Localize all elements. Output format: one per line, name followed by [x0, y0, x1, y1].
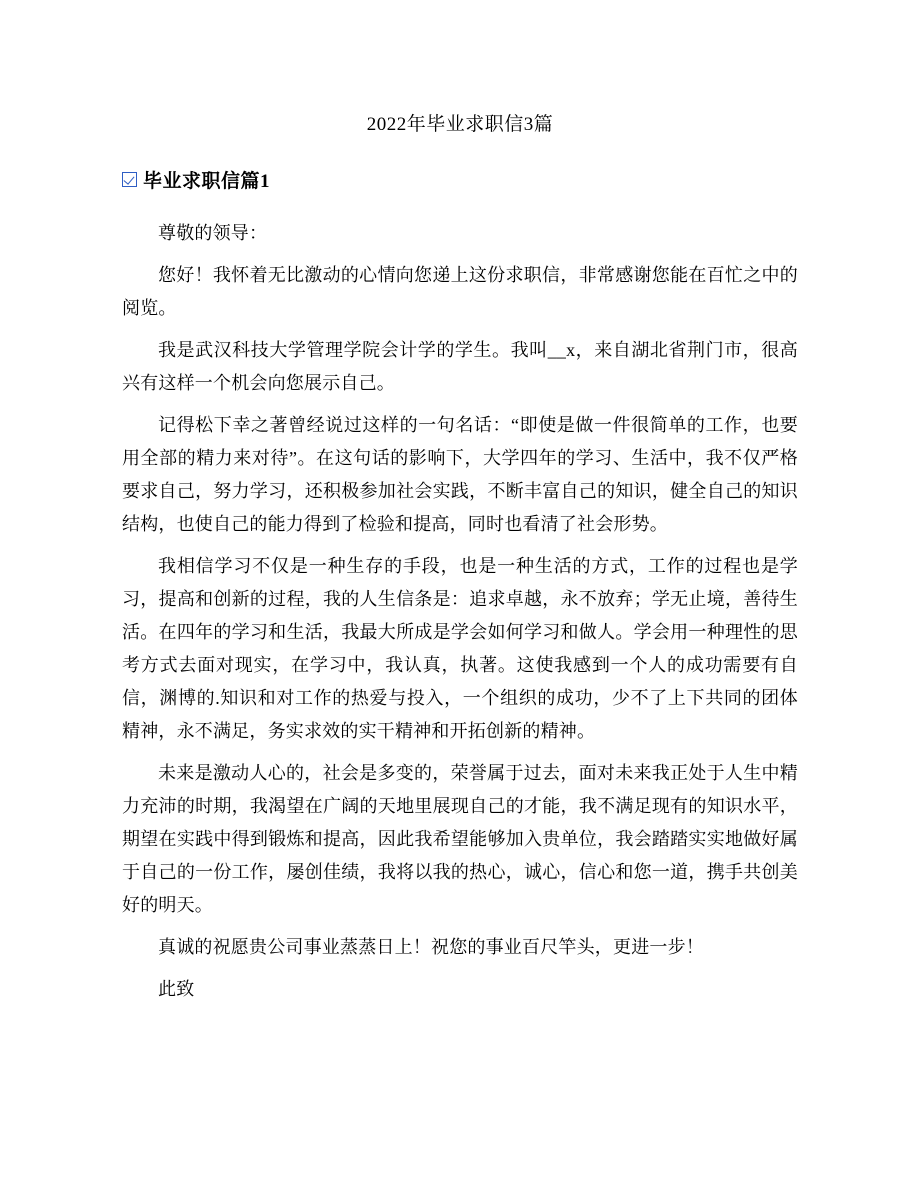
- paragraph-body: 未来是激动人心的，社会是多变的，荣誉属于过去，面对未来我正处于人生中精力充沛的时期，我渴望在广阔的天地里展现自己的才能，我不满足现有的知识水平，期望在实践中得到锻炼和提高，因此我希望能够加入贵单位，我会踏踏实实地做好属于自己的一份工作，屡创佳绩，我将以我的热心，诚心，信心和您一道，携手共创美好的明天。: [122, 763, 798, 915]
- paragraph-body: 我是武汉科技大学管理学院会计学的学生。我叫__x，来自湖北省荆门市，很高兴有这样一个机会向您展示自己。: [122, 340, 798, 393]
- paragraph-salutation: 尊敬的领导：: [158, 223, 268, 243]
- section-heading: [122, 166, 798, 193]
- paragraph-body: 真诚的祝愿贵公司事业蒸蒸日上！祝您的事业百尺竿头，更进一步！: [158, 937, 704, 957]
- section-heading-label: 毕业求职信篇1: [143, 171, 271, 192]
- paragraph-body: 我相信学习不仅是一种生存的手段，也是一种生活的方式，工作的过程也是学习，提高和创新的过程，我的人生信条是：追求卓越，永不放弃；学无止境，善待生活。在四年的学习和生活，我最大所成是学会如何学习和做人。学会用一种理性的思考方式去面对现实，在学习中，我认真，执著。这使我感到一个人的成功需要有自信，渊博的.知识和对工作的热爱与投入，一个组织的成功，少不了上下共同的团体精神，永不满足，务实求效的实干精神和开拓创新的精神。: [122, 556, 798, 741]
- paragraph-closing: 此致: [158, 979, 195, 999]
- paragraph-body: 您好！我怀着无比激动的心情向您递上这份求职信，非常感谢您能在百忙之中的阅览。: [122, 265, 798, 318]
- page-title: 2022年毕业求职信3篇: [366, 114, 554, 135]
- paragraph-body: 记得松下幸之著曾经说过这样的一句名话：“即使是做一件很简单的工作，也要用全部的精力来对待”。在这句话的影响下，大学四年的学习、生活中，我不仅严格要求自己，努力学习，还积极参加社会实践，不断丰富自己的知识，健全自己的知识结构，也使自己的能力得到了检验和提高，同时也看清了社会形势。: [122, 415, 798, 534]
- checkbox-checked-icon: [122, 172, 137, 187]
